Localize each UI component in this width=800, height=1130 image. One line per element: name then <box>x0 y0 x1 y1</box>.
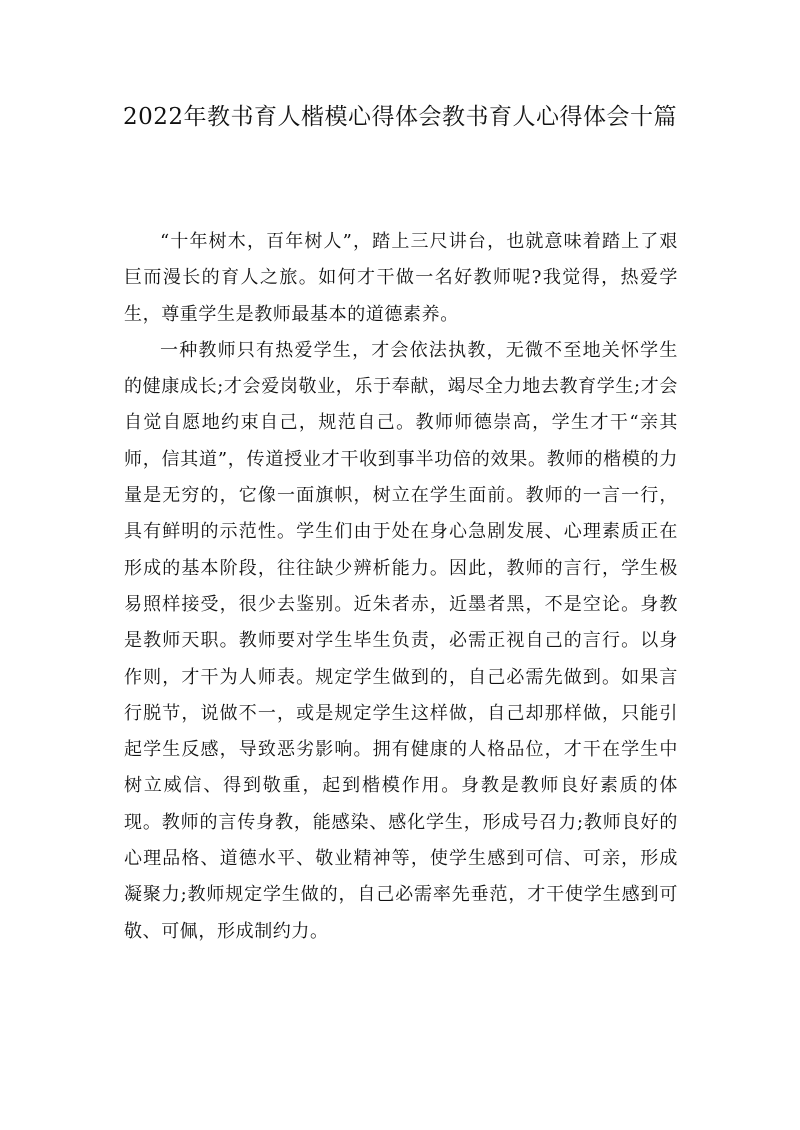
document-title: 2022年教书育人楷模心得体会教书育人心得体会十篇 <box>122 104 678 130</box>
paragraph: “十年树木，百年树人”，踏上三尺讲台，也就意味着踏上了艰巨而漫长的育人之旅。如何才干做一名好教师呢?我觉得，热爱学生，尊重学生是教师最基本的道德素养。 <box>124 231 678 325</box>
document-body <box>124 224 678 950</box>
paragraph: 一种教师只有热爱学生，才会依法执教，无微不至地关怀学生的健康成长;才会爱岗敬业，乐于奉献，竭尽全力地去教育学生;才会自觉自愿地约束自己，规范自己。教师师德崇高，学生才干“亲其师，信其道”，传道授业才干收到事半功倍的效果。教师的楷模的力量是无穷的，它像一面旗帜，树立在学生面前。教师的一言一行，具有鲜明的示范性。学生们由于处在身心急剧发展、心理素质正在形成的基本阶段，往往缺少辨析能力。因此，教师的言行，学生极易照样接受，很少去鉴别。近朱者赤，近墨者黑，不是空论。身教是教师天职。教师要对学生毕生负责，必需正视自己的言行。以身作则，才干为人师表。规定学生做到的，自己必需先做到。如果言行脱节，说做不一，或是规定学生这样做，自己却那样做，只能引起学生反感，导致恶劣影响。拥有健康的人格品位，才干在学生中树立威信、得到敬重，起到楷模作用。身教是教师良好素质的体现。教师的言传身教，能感染、感化学生，形成号召力;教师良好的心理品格、道德水平、敬业精神等，使学生感到可信、可亲，形成凝聚力;教师规定学生做的，自己必需率先垂范，才干使学生感到可敬、可佩，形成制约力。 <box>124 339 678 942</box>
